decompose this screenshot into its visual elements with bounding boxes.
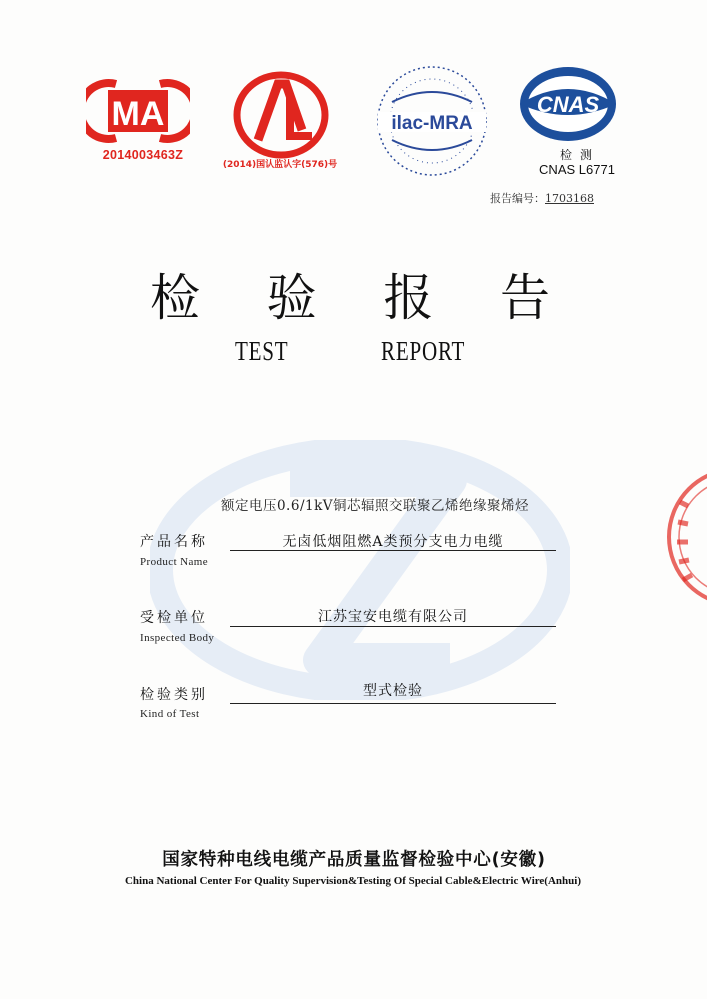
ilac-mra-logo-icon: [372, 62, 492, 180]
cal-approval-number: (2014)国认监认字(576)号: [222, 160, 338, 170]
inspected-body-value: 江苏宝安电缆有限公司: [318, 609, 468, 625]
inspected-body-underline: [230, 626, 556, 627]
title-char: 报: [383, 269, 434, 327]
inspected-body-label-cn: 受检单位: [140, 610, 208, 626]
cal-logo-icon: [232, 70, 330, 160]
title-char: 验: [266, 269, 317, 327]
svg-text:ilac-MRA: ilac-MRA: [391, 113, 473, 134]
inspected-body-label-en: Inspected Body: [140, 632, 215, 644]
watermark-emblem: [150, 440, 570, 700]
product-subtitle: 额定电压0.6/1kV铜芯辐照交联聚乙烯绝缘聚烯烃: [220, 498, 530, 514]
report-number-value: 1703168: [545, 192, 594, 205]
product-name-underline: [230, 550, 556, 551]
cnas-code: CNAS L6771: [539, 162, 615, 177]
cma-logo-icon: [86, 78, 190, 144]
svg-text:MA: MA: [111, 95, 165, 133]
svg-text:CNAS: CNAS: [536, 92, 600, 117]
kind-of-test-label-en: Kind of Test: [140, 708, 200, 720]
report-number: [490, 190, 594, 206]
cnas-logo-icon: [516, 64, 620, 144]
title-char: 告: [499, 269, 550, 327]
product-name-label-en: Product Name: [140, 556, 209, 568]
product-name-label-cn: 产品名称: [140, 534, 208, 550]
kind-of-test-label-cn: 检验类别: [140, 687, 208, 703]
organization-name-en: China National Center For Quality Supervision&Testing Of Special Cable&Electric Wire(Anhui): [124, 875, 581, 887]
kind-of-test-value: 型式检验: [363, 683, 423, 699]
kind-of-test-underline: [230, 703, 556, 704]
title-char: 检: [150, 269, 200, 327]
cnas-label-cn: 检测: [559, 148, 600, 162]
title-en-report: REPORT: [381, 336, 466, 366]
report-number-label: 报告编号：: [490, 192, 545, 205]
red-seal-stamp-icon: [662, 462, 707, 612]
organization-name-cn: 国家特种电线电缆产品质量监督检验中心(安徽): [162, 850, 546, 870]
title-en-test: TEST: [235, 336, 289, 366]
title-cn: [150, 268, 550, 328]
cma-number: 2014003463Z: [102, 148, 184, 162]
product-name-value: 无卤低烟阻燃A类预分支电力电缆: [282, 534, 504, 550]
